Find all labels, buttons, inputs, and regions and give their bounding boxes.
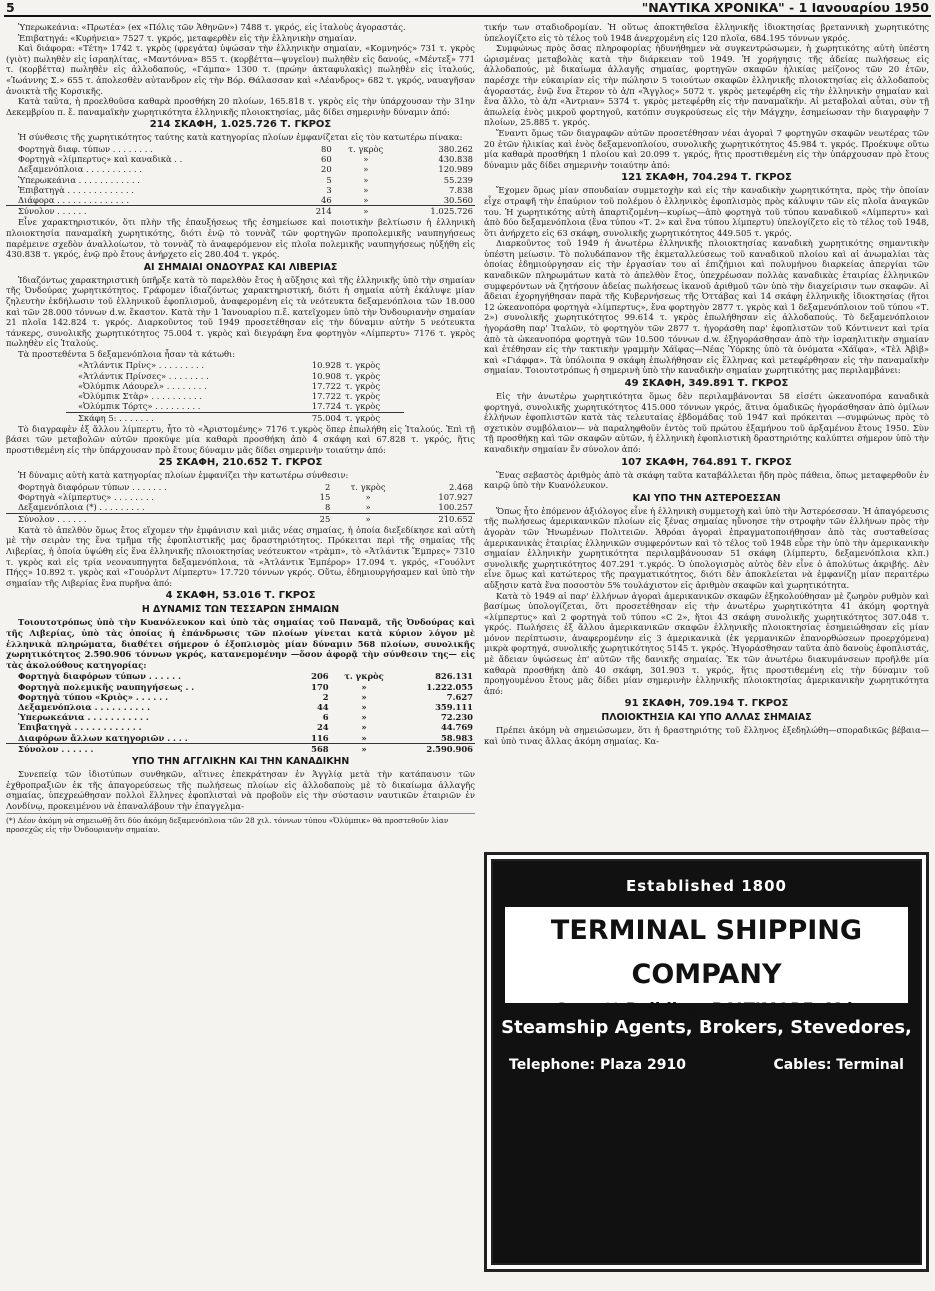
paragraph: τικήν των σταδιοδρομίαν. Ἡ οὕτως ἀποκτηθεῖσα ἑλληνικῆς ἰδιοκτησίας βρεταννικὴ χωρητικότης ὑπελογίζετο εἰς τὸ τέλος τοῦ 1948 ἀνερχομένη εἰς 120 πλοῖα, 684.195 τόννων γκρός. bbox=[484, 22, 929, 43]
footnote: (*) Δέον ἀκόμη νὰ σημειωθῇ ὅτι δύο ἀκόμη δεξαμενόπλοια τῶν 28 χιλ. τόννων τύπου «Ὀλύμπικ» θὰ προστεθοῦν λίαν προσεχῶς εἰς τὴν Ὀνδουριανὴν σημαίαν. bbox=[6, 813, 475, 834]
table-row: Ἐπιβατηγὰ . . . . . . . . . . . . 24 » 44.769 bbox=[18, 722, 473, 733]
page-number: 5 bbox=[6, 0, 15, 15]
table-row: Ὑπερωκεάνια . . . . . . . . . . . . 5 » 55.239 bbox=[18, 174, 473, 185]
section-heading: ΑΙ ΣΗΜΑΙΑΙ ΟΝΔΟΥΡΑΣ ΚΑΙ ΛΙΒΕΡΙΑΣ bbox=[143, 261, 338, 273]
section-heading: Η ΔΥΝΑΜΙΣ ΤΩΝ ΤΕΣΣΑΡΩΝ ΣΗΜΑΙΩΝ bbox=[141, 604, 340, 616]
table-row: «Ὀλύμπικ Τόρτς» . . . . . . . . . 17.724 τ. γκρὸς bbox=[78, 401, 381, 412]
section-heading: ΚΑΙ ΥΠΟ ΤΗΝ ΑΣΤΕΡΟΕΣΣΑΝ bbox=[632, 492, 781, 504]
paragraph: Κατὰ τὸ 1949 αἱ παρ' ἑλλήνων ἀγοραὶ ἀμερικανικῶν σκαφῶν ἐξηκολούθησαν μὲ ζωηρὸν ρυθμὸν καὶ βασίμως ὑπολογίζεται, ὅτι προσετέθησαν εἰς τὴν ἀνωτέρω χωρητικότητα 41 ἀκόμη φορτηγὰ «λίμπερτυς» καὶ 2 φορτηγὰ τοῦ τύπου «C 2», ἤτοι 43 σκάφη συνολικῆς χωρητικότητος 307.048 τ. γκρός. Πωλήσεις ἐξ ἄλλου ἀμερικανικῶν σκαφῶν ἑλληνικῆς πλοιοκτησίας ἐσημειώθησαν εἰς μίαν μόνον περίπτωσιν, ἀναφερομένην εἰς 3 ἀμερικανικὰ (ἐκ γερμανικῶν ἐπανορθώσεων προερχόμενα) μικρὰ φορτηγά, συνολικῆς χωρητικότητος 5145 τ. γκρός. Ἠγοράσθησαν ταῦτα ἀπὸ δανοὺς ἐφοπλιστάς, μὲ ἄδειαν ὑψώσεως ἐπ' αὐτῶν τῆς δανικῆς σημαίας. Ἐκ τῶν ἀνωτέρω διακυμάνσεων προῆλθε μία καθαρὰ προσθήκη ἀπὸ 40 σκάφη, 301.903 τ. γκρός, ἥτις προστιθεμένη εἰς τὴν δύναμιν τοῦ προηγουμένου ἔτους μᾶς δίδει μίαν σημερινὴν ἑλληνικῆς πλοιοκτησίας ἀμερικανικὴν χωρητικότητα ἀπό: bbox=[484, 590, 929, 696]
table-row: Φορτηγὰ «λίμπερτυς» καὶ καναδικὰ . . 60 » 430.838 bbox=[18, 154, 473, 165]
paragraph: Ἕνας σεβαστὸς ἀριθμὸς ἀπὸ τὰ σκάφη ταῦτα καταβάλλεται ἤδη πρὸς πάθεια, ὅπως μεταφερθοῦν ἐν καιρῷ ὑπὸ τὴν Κυανόλευκον. bbox=[484, 469, 929, 491]
paragraph: Τοιουτοτρόπως ὑπὸ τὴν Κυανόλευκον καὶ ὑπὸ τὰς σημαίας τοῦ Παναμᾶ, τῆς Ὀνδούρας καὶ τῆς Λιβερίας, ὑπὸ τὰς ὁποίας ἡ ἐπάνδρωσις τῶν πλοίων γίνεται κατὰ κύριον λόγον μὲ ἑλληνικὰ πληρώματα, διαθέτει σήμερον ὁ ἐξοπλισμὸς μίαν δύναμιν 568 πλοίων, συνολικῆς χωρητικότητος 2.590.906 τόννων γκρός, κατανεμομένην —ὅσον ἀφορᾷ τὴν σύνθεσιν της— εἰς τὰς ἀκολούθους κατηγορίας: bbox=[6, 617, 475, 670]
paragraph: Τὸ διαγραφὲν ἐξ ἄλλου λίμπερτυ, ἦτο τὸ «Ἀριστομένης» 7176 τ.γκρὸς ὅπερ ἐπωλήθη εἰς Ἰταλούς. Ἐπὶ τῇ βάσει τῶν μεταβολῶν αὐτῶν προκύψε μία καθαρὰ προσθήκη ἀπὸ 4 σκάφη καὶ 67.828 τ. γκρός, ἥτις προστιθεμένη εἰς τὴν ὑπάρχουσαν πρὸ ἔτους δύναμιν μᾶς δίδει σημερινὴν τοιαύτην ἀπό: bbox=[6, 423, 475, 455]
fleet-table-four-flags bbox=[6, 671, 475, 754]
ad-company-name: TERMINAL SHIPPING COMPANY bbox=[550, 915, 863, 990]
table-row: Διαφόρων ἄλλων κατηγοριῶν . . . . 116 » 58.983 bbox=[18, 732, 473, 743]
paragraph: Ἰδιαζόντως χαρακτηριστικὴ ὑπῆρξε κατὰ τὸ παρελθὸν ἔτος ἡ αὔξησις καὶ τῆς ἑλληνικῆς ὑπὸ τὴν σημαίαν τῆς Ὀνδούρας χωρητικότητος. Γράφομεν ἰδιαζόντως χαρακτηριστική, διότι ἡ σημαία αὐτὴ ἐκάλυψε μίαν ζηλευτὴν ἐκδήλωσιν τοῦ ἑλληνικοῦ ἐφοπλισμοῦ, ἀναφερομένη εἰς τὰ νεότευκτα δεξαμενόπλοια τῶν 18.000 καὶ τῶν 28.000 τόννων d.w. ἕκαστον. Κατὰ τὴν 1 Ἰανουαρίου π.ἔ. κατεῖχομεν ὑπὸ τὴν Ὀνδουριανὴν σημαίαν 21 πλοῖα 142.824 τ. γκρός. Διαρκοῦντος τοῦ 1949 προσετέθησαν εἰς τὴν δύναμιν αὐτὴν 5 νεότευκτα τάνκερς, συνολικῆς χωρητικότητος 75.004 τ. γκρὸς καὶ διεγράφη ἕνα φορτηγὸν «Λίμπερτυ» 7176 τ. γκρὸς πωληθὲν εἰς Ἰταλούς. bbox=[6, 274, 475, 349]
paragraph: Ὅπως ἦτο ἑπόμενον ἀξιόλογος εἶνε ἡ ἑλληνικὴ συμμετοχὴ καὶ ὑπὸ τὴν Ἀστερόεσσαν. Ἡ ἀπαγόρευσις τῆς πωλήσεως ἀμερικανικῶν πλοίων εἰς ξένας σημαίας ηὔνοησε τὴν στροφὴν τῶν ἑλλήνων πρὸς τὴν ἀγορὰν τῶν Ἡνωμένων Πολιτειῶν. Ἁθρόαι ἀγοραὶ ἐπραγματοποιήθησαν ἀπὸ τὰς συσταθείσας ἀμερικανικὰς ἑταιρίας ἑλληνικῶν συμφερόντων καὶ τὸ τέλος τοῦ 1948 εὗρε τὴν ὑπὸ τὴν ἀμερικανικὴν σημαίαν ἑλληνικὴν χωρητικότητα περιλαμβάνουσαν 51 σκάφη (λίμπερτυ, δεξαμενόπλοια κλπ.) συνολικῆς χωρητικότητος 407.291 τ.γκρός. Ὁ ὑπολογισμὸς αὐτὸς δὲν εἶνε ὁ ἀπολύτως ἀκριβής. Δὲν εἶνε ὅμως καὶ κατώτερος τῆς πραγματικότητος, διότι δὲν ἀποκλείεται νὰ ἐμφανίζῃ μίαν περαιτέρω αὔξησιν κατὰ ἕνα ποσοστὸν 5% τουλάχιστον εἰς ἀριθμὸν σκαφῶν καὶ χωρητικότητα. bbox=[484, 505, 929, 590]
page-header bbox=[4, 0, 931, 16]
right-column bbox=[484, 22, 929, 845]
section-heading: ΠΛΟΙΟΚΤΗΣΙΑ ΚΑΙ ΥΠΟ ΑΛΛΑΣ ΣΗΜΑΙΑΣ bbox=[601, 712, 812, 724]
paragraph: Ἐπιβατηγά: «Κυρήνεια» 7527 τ. γκρός, μεταφερθὲν εἰς τὴν ἑλληνικὴν σημαίαν. bbox=[18, 32, 357, 43]
section-total-heading: 25 ΣΚΑΦΗ, 210.652 Τ. ΓΚΡΟΣ bbox=[158, 457, 323, 469]
paragraph: Τὰ προστεθέντα 5 δεξαμενόπλοια ἦσαν τὰ κάτωθι: bbox=[18, 348, 236, 359]
terminal-shipping-advertisement bbox=[484, 852, 929, 1272]
paragraph: Ἔχομεν ὅμως μίαν σπουδαίαν συμμετοχὴν καὶ εἰς τὴν καναδικὴν χωρητικότητα, πρὸς τὴν ὁποίαν εἶχε στραφῆ τὴν ἐπαύριον τοῦ πολέμου ὁ ἑλληνικὸς ἐφοπλισμὸς πρὸς κάλυψιν τῶν εἰς πλοῖα ἀναγκῶν του. Ἡ χωρητικότης αὐτὴ ἀπαρτιζομένη—κυρίως—ἀπὸ φορτηγὰ τοῦ τύπου καναδικοῦ «Λίμπερτυ» καὶ ἀπὸ δύο δεξαμενόπλοια (ἕνα τύπου «Τ. 2» καὶ ἕνα τύπου λίμπερτυ) ὑπελογίζετο εἰς τὸ τέλος τοῦ 1948, ὅτι ἀνήρχετο εἰς 63 σκάφη, συνολικῆς χωρητικότητος 449.505 τ. γκρός. bbox=[484, 185, 929, 238]
table-row: Ἐπιβατηγὰ . . . . . . . . . . . . . 3 » 7.838 bbox=[18, 184, 473, 195]
section-total-heading: 91 ΣΚΑΦΗ, 709.194 Τ. ΓΚΡΟΣ bbox=[624, 698, 789, 710]
ad-telephone: Telephone: Plaza 2910 bbox=[509, 1057, 686, 1073]
table-row: «Ὀλύμπικ Στὰρ» . . . . . . . . . . 17.722 τ. γκρὸς bbox=[78, 391, 381, 402]
tanker-list-table bbox=[66, 360, 404, 422]
paragraph: Κατὰ τὸ ἀπελθὸν ὅμως ἔτος εἴχομεν τὴν ἐμφάνισιν καὶ μιᾶς νέας σημαίας, ἡ ὁποία διεξεδίκησε καὶ αὐτὴ μὲ τὴν σειρὰν της ἕνα τμῆμα τῆς ἐφοπλιστικῆς μας δραστηριότητος. Πρόκειται περὶ τῆς σημαίας τῆς Λιβερίας, ἡ ὁποία ὑψώθη εἰς ἕνα ἑλληνικῆς πλοιοκτησίας νεότευκτον «τρὰμπ», τὸ «Ἀτλάντικ Ἔμπρες» 7310 τ. γκρὸς καὶ εἰς τρία νεοναυπηγητα δεξαμενόπλοια, τὰ «Ἀτλάντικ Ἐμπέρορ» 17.094 τ. γκρός, «Γουόλντ Πήςς» 10.892 τ. γκρὸς καὶ «Γουόρλντ Λίμπερτυ» 17.720 τόννων γκρός. Οὕτω, ἐδημιουργήσαμεν καὶ ὑπὸ τὴν σημαίαν τῆς Λιβερίας ἕνα πυρῆνα ἀπό: bbox=[6, 524, 475, 588]
table-total-row: Σύνολον . . . . . . 25 » 210.652 bbox=[6, 513, 475, 524]
ad-cables: Cables: Terminal bbox=[773, 1057, 904, 1073]
newspaper-title: "ΝΑΥΤΙΚΑ ΧΡΟΝΙΚΑ" - 1 Ιανουαρίου 1950 bbox=[641, 0, 929, 15]
section-total-heading: 121 ΣΚΑΦΗ, 704.294 Τ. ΓΚΡΟΣ bbox=[621, 172, 792, 184]
table-row: Φορτηγὰ «λίμπερτυς» . . . . . . . . 15 » 107.927 bbox=[18, 492, 473, 503]
table-row: «Ἀτλάντικ Πρίνσες» . . . . . . . . 10.908 τ. γκρὸς bbox=[78, 370, 381, 381]
paragraph: Εἶνε χαρακτηριστικόν, ὅτι πλὴν τῆς ἐπαυξήσεως τῆς ἐσημείωσε καὶ ποιοτικὴν βελτίωσιν ἡ ἑλληνικὴ πλοιοκτησία παναμαϊκὴ χωρητικότης, διότι ἐνῷ τὸ τοννὰζ τῶν φορτηγῶν προπολεμικῆς ναυπηγήσεως παρέμεινε σχεδὸν ἀναλλοίωτον, τὸ τοννὰζ τὸ ἀναφερόμενον εἰς πλοῖα πολεμικῆς ναυπηγήσεως ηὐξήθη εἰς 430.838 τ. γκρός, ἐνῷ πρὸ ἔτους ἀνήρχετο εἰς 280.404 τ. γκρός. bbox=[6, 217, 475, 260]
paragraph: Διαρκοῦντος τοῦ 1949 ἡ ἀνωτέρω ἑλληνικῆς πλοιοκτησίας καναδικὴ χωρητικότης σημαντικὴν ὑπέστη μείωσιν. Τὸ πολυδάπανον τῆς ἐκμεταλλεύσεως τοῦ καναδικοῦ πλοίου καὶ αἱ ἀνωμαλίαι τὰς ὁποίας ἐδημιούργησαν εἰς τὴν ἐργασίαν του αἱ ἐπιζήμιοι καὶ πολυμήνου διαρκείας ἀπεργίαι τῶν καναδικῶν πληρωμάτων κατὰ τὸ ἀπελθὸν ἔτος, ὑπεχρέωσαν πολλὰς καναδικὰς ἑταιρίας ἑλληνικῶν συμφερόντων νὰ ζητήσουν ἀδείας πωλήσεως ἱκανοῦ ἀριθμοῦ τῶν ὑπὸ τὴν διαχείρισιν των σκαφῶν. Αἱ ἄδειαι ἐχορηγήθησαν παρὰ τῆς Κυβερνήσεως τῆς Ὀττάβας καὶ 14 σκάφη ἑλληνικῆς ἰδιοκτησίας (ἤτοι 12 ὠκεανοπόρα φορτηγὰ «λίμπερτυς», ἕνα φορτηγὸν 2877 τ. γκρὸς καὶ 1 δεξαμενόπλοιον τοῦ τύπου «Τ. 2») συνολικῆς χωρητικότητος 99.614 τ. γκρὸς ἐπωλήθησαν εἰς ἀλλοδαπούς. Τὸ δεξαμενόπλοιον ἠγοράσθη παρ' Ἰταλῶν, τὸ φορτηγὸν τῶν 2877 τ. ἠγοράσθη παρ' ἐφοπλιστῶν τοῦ Κόντινεντ καὶ τρία ἀπὸ τὰ ὠκεανοπόρα φορτηγὰ τῶν 10.500 τόννων d.w. ἐξηγοράσθησαν ἀπὸ τὴν ἰσραηλιτικὴν σημαίαν καὶ ἐτέθησαν εἰς τὴν τακτικὴν γραμμὴν Χάϊφας—Νέας Ὑόρκης ὑπὸ τὰ ὀνόματα «Χάϊφα», «Τὲλ Ἀβὶβ» καὶ «Γιάφφα». Τὰ ὑπόλοιπα 9 σκάφη ἐπωλήθησαν εἰς ἕλληνας καὶ μετεφέρθησαν εἰς τὴν παναμαϊκὴν σημαίαν. Τοιουτοτρόπως ἡ σημερινὴ ὑπὸ τὴν καναδικὴν σημαίαν χωρητικότης μας περιλαμβάνει: bbox=[484, 238, 929, 376]
paragraph: Κατὰ ταῦτα, ἡ προελθοῦσα καθαρὰ προσθήκη 20 πλοίων, 165.818 τ. γκρὸς εἰς τὴν ὑπάρχουσαν τὴν 31ην Δεκεμβρίου π. ἔ. παναμαϊκὴν χωρητικότητα ἑλληνικῆς πλοιοκτησίας, μᾶς δίδει σημερινὴν δύναμιν ἀπό: bbox=[6, 96, 475, 117]
ad-company-box bbox=[505, 907, 908, 1018]
paragraph: Συνεπείᾳ τῶν ἰδιοτύπων συνθηκῶν, αἵτινες ἐπεκράτησαν ἐν Ἀγγλίᾳ μετὰ τὴν κατάπαυσιν τῶν ἐχθροπραξιῶν ἐκ τῆς ἀπαγορεύσεως τῆς πωλήσεως πλοίων εἰς ἀλλοδαποὺς μὲ τὸ δικαίωμα ἀλλαγῆς σημαίας, ὑπεχρεώθησαν πολλοὶ ἕλληνες ἐφοπλισταὶ νὰ προβοῦν εἰς τὴν σύστασιν ναυτικῶν ἑταιριῶν ἐν Λονδίνῳ, προκειμένου νὰ ἐπαναλάβουν τὴν ἐπαγγελμα- bbox=[6, 769, 475, 811]
fleet-table-panama bbox=[6, 144, 475, 216]
ad-services: Steamship Agents, Brokers, Stevedores, bbox=[501, 1017, 912, 1038]
section-total-heading: 49 ΣΚΑΦΗ, 349.891 Τ. ΓΚΡΟΣ bbox=[624, 378, 789, 389]
table-row: Φορτηγὰ τύπου «Κριὸς» . . . . . . 2 » 7.627 bbox=[18, 691, 473, 702]
paragraph: Ὑπερωκεάνια: «Πρωτέα» (ex «Πόλις τῶν Ἀθηνῶν») 7488 τ. γκρός, εἰς ἰταλοὺς ἀγοραστάς. bbox=[18, 22, 406, 32]
paragraph: Καὶ διάφορα: «Τέτη» 1742 τ. γκρὸς (φρεγάτα) ὑψώσαν τὴν ἑλληνικὴν σημαίαν, «Κομνηνός» 731 τ. γκρὸς (γιὸτ) πωληθὲν εἰς ἰσραηλίτας, «Μαντόννα» 855 τ. (κορβέττα—ψυγεῖον) πωληθὲν εἰς δανούς, «Μέντεξ» 771 τ. (κορβέττα) πωληθὲν εἰς ἀλλοδαπούς, «Γάμπα» 1300 τ. (πρώην ἀκταφυλακὶς) πωληθὲν εἰς ἰταλούς, «Ἰωάννης Σ.» 655 τ. ἀπολεσθὲν αὐτανδρον εἰς τὴν Βόρ. Θάλασσαν καὶ «Λέανδρος» 682 τ. γκρός, ναυαγῆσαν ἀνοικτὰ τῆς Κορσικῆς. bbox=[6, 43, 475, 96]
table-row: Ὑπερωκεάνια . . . . . . . . . . . 6 » 72.230 bbox=[18, 712, 473, 723]
table-row: «Ὀλύμπικ Λάουρελ» . . . . . . . . 17.722 τ. γκρὸς bbox=[78, 380, 381, 391]
section-heading: ΥΠΟ ΤΗΝ ΑΓΓΛΙΚΗΝ ΚΑΙ ΤΗΝ ΚΑΝΑΔΙΚΗΝ bbox=[131, 756, 350, 768]
table-row: Φορτηγὰ διαφόρων τύπων . . . . . . . 2 τ. γκρὸς 2.468 bbox=[18, 482, 473, 493]
paragraph: Εἰς τὴν ἀνωτέρω χωρητικότητα ὅμως δὲν περιλαμβάνονται 58 εἰσέτι ὠκεανοπόρα καναδικὰ φορτηγά, συνολικῆς χωρητικότητος 415.000 τόννων γκρός, ἅτινα ὁμαδικῶς ἠγοράσθησαν ἀπὸ ὁμίλων ἑλλήνων ἐφοπλιστῶν κατὰ τὰς τελευταίας ἑβδομάδας τοῦ 1947 καὶ πρόκειται —συμφώνως πρὸς τὸ σχετικὸν συμβόλαιον— νὰ παραληφθοῦν ἐντὸς τοῦ πρώτου ἑξαμήνου τοῦ ἀρξαμένου ἔτους 1950. Σὺν τῇ προσθήκῃ καὶ τῶν σκαφῶν αὐτῶν, ἡ ἑλληνικὴ ἐφοπλιστικὴ δραστηριότης καλύπτει σήμερον ὑπὸ τὴν καναδικὴν σημαίαν ἕν σύνολον ἀπό: bbox=[484, 391, 929, 454]
section-total-heading: 4 ΣΚΑΦΗ, 53.016 Τ. ΓΚΡΟΣ bbox=[165, 590, 316, 602]
paragraph: Ἔναντι ὅμως τῶν διαγραφῶν αὐτῶν προσετέθησαν νέαι ἀγοραὶ 7 φορτηγῶν σκαφῶν νεωτέρας τῶν 20 ἐτῶν ἡλικίας καὶ ἑνὸς δεξαμενοπλοίου, συνολικῆς χωρητικότητος 45.984 τ. γκρός. Προέκυψε οὕτω μία καθαρὰ προσθήκη 1 πλοίου καὶ 20.099 τ. γκρός, ἥτις προστιθεμένη εἰς τὴν ὑπάρχουσαν πρὸ ἔτους δύναμιν μᾶς δίδει σημερινὴν τοιαύτην ἀπό: bbox=[484, 127, 929, 170]
paragraph: Ἡ σύνθεσις τῆς χωρητικότητος ταύτης κατὰ κατηγορίας πλοίων ἐμφανίζεται εἰς τὸν κατωτέρω πίνακα: bbox=[18, 132, 463, 143]
left-column bbox=[6, 22, 475, 1284]
advertisement-frame bbox=[491, 859, 922, 1265]
table-row: Φορτηγὰ διαφ. τύπων . . . . . . . . 80 τ. γκρὸς 380.262 bbox=[18, 143, 473, 154]
table-total-row: Σύνολον . . . . . . 568 » 2.590.906 bbox=[6, 743, 475, 754]
table-row: Δεξαμενόπλοια . . . . . . . . . . 44 » 359.111 bbox=[18, 702, 473, 713]
section-total-heading: 107 ΣΚΑΦΗ, 764.891 Τ. ΓΚΡΟΣ bbox=[621, 456, 792, 468]
fleet-table-honduras bbox=[6, 482, 475, 524]
ad-established-line: Established 1800 bbox=[626, 877, 787, 895]
table-total-row: Σκάφη 5: . . . . . . . 75.004 τ. γκρὸς bbox=[66, 412, 404, 423]
paragraph: Συμφώνως πρὸς ὅσας πληροφορίας ἠδυνήθημεν νὰ συγκεντρώσωμεν, ἡ χωρητικότης αὐτὴ ὑπέστη ὡρισμένας μεταβολὰς κατὰ τὴν διάρκειαν τοῦ 1949. Ἡ χορήγησις τῆς ἀδείας πωλήσεως εἰς ἀλλοδαπούς, μὲ δικαίωμα ἀλλαγῆς σημαίας, φορτηγῶν σκαφῶν ἡλικίας μείζονος τῶν 20 ἐτῶν, παρέσχε τὴν εὐκαιρίαν εἰς τὴν πώλησιν 5 τοιούτων σκαφῶν ἑλληνικῆς πλοιοκτησίας εἰς ἀλλοδαποὺς ἀγοραστάς, ἐνῷ ἕνα ἕτερον τὸ ἀ/π «Ἄγγλος» 5072 τ. γκρὸς μετεφέρθη εἰς τὴν ἑλληνικὴν σημαίαν καὶ ἕνα ἄλλο, τὸ ἀ/π «Ἀντριαν» 5374 τ. γκρὸς μετεφέρθη εἰς τὴν παναμαϊκήν. Αἱ μεταβολαὶ αὗται, σὺν τῇ ἀπωλείᾳ ἑνὸς μικροῦ φορτηγοῦ, κατόπιν συγκρούσεως εἰς τὴν Μάγχην, ἐσημείωσαν τὴν διαγραφὴν 7 πλοίων, 25.885 τ. γκρός. bbox=[484, 43, 929, 128]
table-row: «Ἀτλάντικ Πρίνς» . . . . . . . . . 10.928 τ. γκρὸς bbox=[78, 360, 381, 371]
table-row: Φορτηγὰ πολεμικῆς ναυπηγήσεως . . 170 » 1.222.055 bbox=[18, 681, 473, 692]
section-total-heading: 214 ΣΚΑΦΗ, 1.025.726 Τ. ΓΚΡΟΣ bbox=[149, 119, 332, 131]
table-row: Διάφορα . . . . . . . . . . . . . . 46 » 30.560 bbox=[18, 194, 473, 205]
table-row: Δεξαμενόπλοια (*) . . . . . . . . . 8 » 100.257 bbox=[18, 502, 473, 513]
table-row: Δεξαμενόπλοια . . . . . . . . . . . 20 » 120.989 bbox=[18, 164, 473, 175]
table-total-row: Σύνολον . . . . . . 214 » 1.025.726 bbox=[6, 206, 475, 217]
header-rule bbox=[4, 15, 931, 17]
paragraph: Ἡ δύναμις αὐτὴ κατὰ κατηγορίας πλοίων ἐμφανίζει τὴν κατωτέρω σύνθεσιν: bbox=[18, 470, 349, 481]
ad-address: Garrett Building, BALTIMORE, Md. bbox=[554, 999, 859, 1018]
paragraph: Πρέπει ἀκόμη νὰ σημειώσωμεν, ὅτι ἡ δραστηριότης τοῦ ἕλληνος ἐξεδηλώθη—σποραδικῶς βέβαια—καὶ ὑπὸ τινας ἄλλας ἀκόμη σημαίας. Κα- bbox=[484, 725, 929, 747]
table-row: Φορτηγὰ διαφόρων τύπων . . . . . . 206 τ. γκρὸς 826.131 bbox=[18, 671, 473, 682]
